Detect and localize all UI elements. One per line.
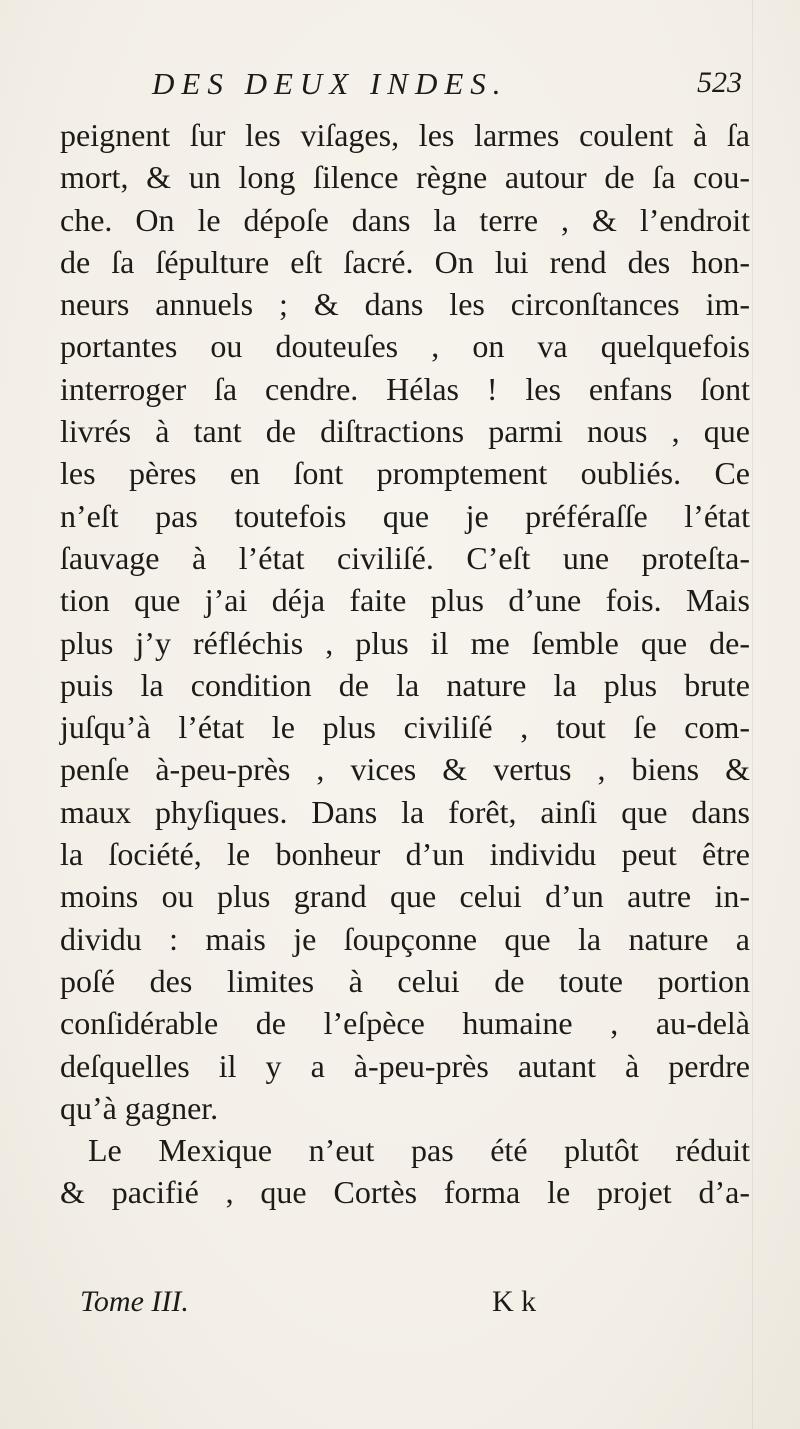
text-line: penſe à-peu-près , vices & vertus , biens & [60,751,750,788]
text-line: juſqu’à l’état le plus civiliſé , tout ſe com- [60,709,750,746]
volume-label: Tome III. [80,1285,189,1318]
text-line: livrés à tant de diſtractions parmi nous , que [60,413,750,450]
text-line: interroger ſa cendre. Hélas ! les enfans ſont [60,370,750,407]
text-line: maux phyſiques. Dans la forêt, ainſi que dans [60,793,750,830]
text-line: plus j’y réfléchis , plus il me ſemble que de- [60,624,750,661]
page-header [152,66,752,110]
text-line: che. On le dépoſe dans la terre , & l’endroit [60,201,750,238]
text-line: peignent ſur les viſages, les larmes coulent à ſa [60,117,750,153]
page-edge-shadow [752,0,753,1429]
text-line-paragraph-end: qu’à gagner. [60,1089,219,1126]
text-line: neurs annuels ; & dans les circonſtances im- [60,286,750,323]
signature-mark: K k [492,1285,537,1318]
text-line: tion que j’ai déja faite plus d’une fois. Mais [60,582,750,619]
text-line: dividu : mais je ſoupçonne que la nature a [60,920,750,957]
text-line: deſquelles il y a à-peu-près autant à perdre [60,1047,750,1084]
text-line: portantes ou douteuſes , on va quelquefois [60,328,750,365]
page-footer [80,1285,740,1327]
text-line: n’eſt pas toutefois que je préféraſſe l’état [60,497,750,534]
text-line: moins ou plus grand que celui d’un autre in- [60,878,750,915]
body-text [60,114,750,1214]
running-head: DES DEUX INDES. [152,66,508,101]
text-line: conſidérable de l’eſpèce humaine , au-delà [60,1005,750,1042]
text-line: poſé des limites à celui de toute portion [60,962,750,999]
text-line: les pères en ſont promptement oubliés. Ce [60,455,750,492]
text-line-paragraph-start: Le Mexique n’eut pas été plutôt réduit [88,1132,750,1169]
text-line: de ſa ſépulture eſt ſacré. On lui rend des hon- [60,243,750,280]
page-number: 523 [697,66,742,99]
text-line: la ſociété, le bonheur d’un individu peut être [60,836,750,873]
text-line: ſauvage à l’état civiliſé. C’eſt une proteſta- [60,539,750,576]
text-line: puis la condition de la nature la plus brute [60,666,750,703]
text-line: mort, & un long ſilence règne autour de ſa cou- [60,159,750,196]
text-line: & pacifié , que Cortès forma le projet d’a- [60,1174,750,1211]
